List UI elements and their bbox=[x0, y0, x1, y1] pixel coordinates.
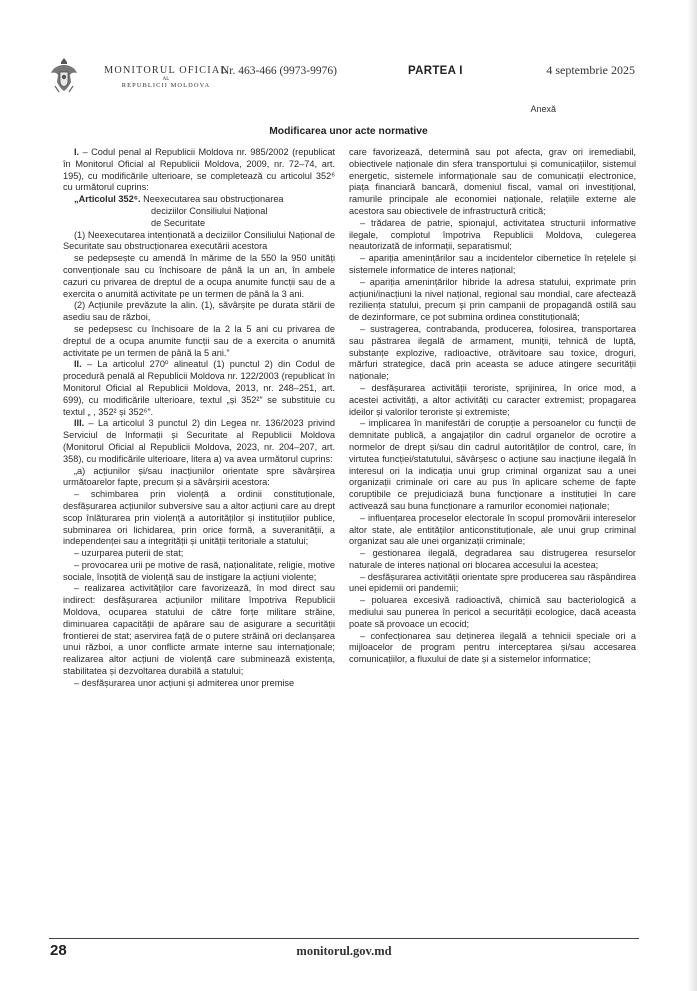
paragraph: care favorizează, determină sau pot afecta, grav ori iremediabil, obiectivele naționale din sfera transportului și comunicațiilor, sistemul energetic, sistemele informaționale sau de comunicații electronice, piața financiară bancară, domeniul fiscal, vamal ori investițional, ramurile principale ale economiei naționale, relațiile externe ale acestora sau obiectivele de infrastructură critică; bbox=[349, 147, 636, 216]
paragraph: (2) Acțiunile prevăzute la alin. (1), săvârșite pe durata stării de asediu sau de război, bbox=[63, 300, 335, 323]
paragraph bbox=[63, 147, 335, 194]
list-item: – implicarea în manifestări de corupție a persoanelor cu funcții de demnitate publică, a angajaților din cadrul organelor de ocrotire a normelor de drept și/sau din cadrul autorităților de control, care, în virtutea funcției/statutului, săvârșesc o acțiune sau inacțiune ilegală în interesul ori la indicația unui grup criminal organizat sau a unei organizații criminale ori care au pus în aplicare scheme de fapte coruptibile ce prejudiciază buna funcționare a instituției în care activează sau buna funcționare a ramurilor economiei naționale; bbox=[349, 418, 636, 511]
page-header bbox=[49, 56, 639, 96]
footer-site: monitorul.gov.md bbox=[296, 944, 392, 958]
masthead-connector: AL bbox=[162, 77, 170, 82]
article-heading bbox=[63, 194, 335, 206]
list-item: – influențarea proceselor electorale în scopul promovării intereselor altor state, ale entităților anticonstituționale, ale unui grup criminal organizat sau ale unei organizații criminale; bbox=[349, 512, 636, 547]
paragraph: se pedepsesc cu închisoare de la 2 la 5 ani cu privarea de dreptul de a ocupa anumite funcții sau de a exercita o anumită activitate pe un termen de până la 5 ani.” bbox=[63, 323, 335, 358]
issue-date: 4 septembrie 2025 bbox=[546, 63, 635, 77]
list-item: – desfășurarea activității teroriste, sprijinirea, în orice mod, a acestei activități, a altor activități cu caracter extremist; propagarea ideilor și valorilor teroriste și extremiste; bbox=[349, 382, 636, 417]
section-label: PARTEA I bbox=[408, 65, 463, 77]
paragraph bbox=[63, 418, 335, 465]
annex-label: Anexă bbox=[530, 104, 556, 114]
section-number: II. bbox=[74, 359, 82, 370]
paragraph: (1) Neexecutarea intenționată a deciziilor Consiliului Național de Securitate sau obstrucționarea executării acestora bbox=[63, 229, 335, 252]
document-title: Modificarea unor acte normative bbox=[269, 126, 428, 137]
list-item: – apariția amenințărilor sau a incidentelor cibernetice în rețelele și sistemele informatice de interes național; bbox=[349, 253, 636, 275]
masthead-title: MONITORUL OFICIAL bbox=[104, 65, 228, 76]
list-item: – sustragerea, contrabanda, producerea, folosirea, transportarea sau păstrarea ilegală de armament, muniții, tehnică de luptă, substanțe explozive, radioactive, otrăvitoare sau toxice, droguri, mărfuri strategice, dacă prin aceasta se aduce atingere securității naționale; bbox=[349, 323, 636, 382]
list-item: – trădarea de patrie, spionajul, activitatea structurii informative ilegale, complotul împotriva Republicii Moldova, culegerea neautorizată de informații, separatismul; bbox=[349, 217, 636, 252]
list-item: – realizarea activităților care favorizează, în mod direct sau indirect: desfășurarea acțiunilor militare împotriva Republicii Moldova, ocuparea statului de către forțe militare străine, diminuarea capacității de apărare sau de asigurare a securității frontierei de stat; aservirea față de o putere străină ori declanșarea unui război, a unor conflicte armate interne sau internaționale; realizarea altor acțiuni de violență care subminează existența, stabilitatea și dezvoltarea durabilă a statului; bbox=[63, 583, 335, 677]
list-item: – confecționarea sau deținerea ilegală a tehnicii speciale ori a mijloacelor de program pentru interceptarea și/sau accesarea comunicațiilor, a fluxului de date și a sistemelor informatice; bbox=[349, 630, 636, 665]
coat-of-arms-icon bbox=[49, 56, 79, 96]
paragraph: se pedepsește cu amendă în mărime de la 550 la 950 unități convenționale sau cu închisoare de până la un an, în ambele cazuri cu privarea de dreptul de a ocupa anumite funcții sau de a exercita o anumită activitate pe un termen de până la 3 ani. bbox=[63, 253, 335, 299]
paragraph: „a) acțiunilor și/sau inacțiunilor orientate spre săvârșirea următoarelor fapte, precum și a săvârșirii acestora: bbox=[63, 465, 335, 488]
article-title-line: de Securitate bbox=[151, 217, 206, 228]
section-number: I. bbox=[74, 147, 80, 157]
paragraph-text: – La articolul 270⁰ alineatul (1) punctul 2) din Codul de procedură penală al Republicii Moldova nr. 122/2003 (republicat în Monitorul Oficial al Republicii Moldova, 2013, nr. 248–251, art. 699), cu modificările ulterioare, textul „și 352²” se substituie cu textul „ , 352² și 352⁶”. bbox=[63, 359, 335, 417]
paragraph-text: – La articolul 3 punctul 2) din Legea nr. 136/2023 privind Serviciul de Informații și Securitate al Republicii Moldova (Monitorul Oficial al Republicii Moldova, 2023, nr. 204–207, art. 358), cu modificările ulterioare, litera a) va avea următorul cuprins: bbox=[63, 418, 335, 464]
page-edge-shadow bbox=[687, 0, 697, 991]
list-item: – desfășurarea activității orientate spre producerea sau răspândirea unei epidemii ori pandemii; bbox=[349, 571, 636, 594]
left-column bbox=[63, 147, 335, 690]
list-item: – provocarea urii pe motive de rasă, naționalitate, religie, motive sociale, însoțită de violență sau de instigare la acțiuni violente; bbox=[63, 559, 335, 582]
masthead-subtitle: REPUBLICII MOLDOVA bbox=[121, 82, 211, 89]
article-title-line: deciziilor Consiliului Național bbox=[151, 205, 268, 216]
page-footer bbox=[49, 938, 639, 959]
list-item: – desfășurarea unor acțiuni și admiterea unor premise bbox=[74, 677, 295, 688]
paragraph-text: – Codul penal al Republicii Moldova nr. 985/2002 (republicat în Monitorul Oficial al Republicii Moldova, 2009, nr. 72–74, art. 195), cu modificările ulterioare, se completează cu articolul 352⁶ cu următorul cuprins: bbox=[63, 147, 335, 193]
list-item: – apariția amenințărilor hibride la adresa statului, exprimate prin acțiuni/inacțiuni la nivel național, regional sau mondial, care afectează reziliența statului, precum și prin campanii de propagandă ostilă sau de dezinformare, ce pot submina ordinea constituțională; bbox=[349, 276, 636, 323]
page-number: 28 bbox=[50, 942, 67, 959]
section-number: III. bbox=[74, 418, 85, 429]
issue-number: Nr. 463-466 (9973-9976) bbox=[221, 65, 337, 77]
article-number: „Articolul 352⁶. bbox=[74, 194, 141, 205]
paragraph bbox=[63, 359, 335, 418]
article-title-line: Neexecutarea sau obstrucționarea bbox=[140, 194, 284, 205]
list-item: – gestionarea ilegală, degradarea sau distrugerea resurselor naturale de interes național ori blocarea accesului la acestea; bbox=[349, 548, 636, 570]
right-column bbox=[349, 147, 636, 666]
list-item: – schimbarea prin violență a ordinii constituționale, desfășurarea acțiunilor subversive sau a altor acțiuni care au drept scop înlăturarea prin violență a autorităților și instituțiilor publice, subminarea ori lichidarea, prin orice formă, a suveranității, a independenței sau a integrității și unității teritoriale a statului; bbox=[63, 489, 335, 547]
list-item: – poluarea excesivă radioactivă, chimică sau bacteriologică a mediului sau punerea în pericol a securității ecologice, dacă aceasta poate să provoace un ecocid; bbox=[349, 595, 636, 629]
list-item: – uzurparea puterii de stat; bbox=[74, 548, 184, 559]
